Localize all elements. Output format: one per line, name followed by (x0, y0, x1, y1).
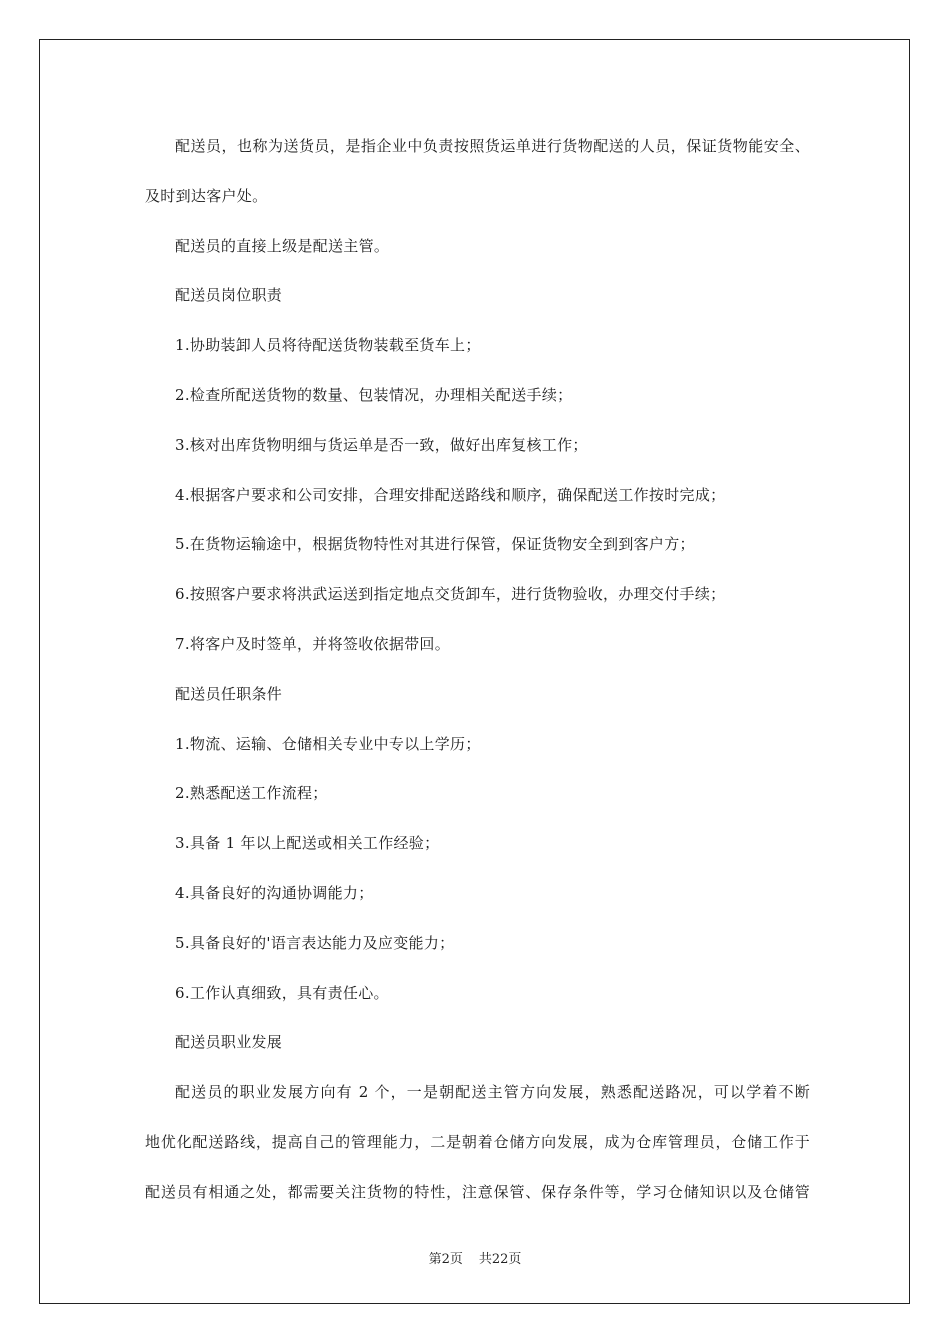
text-line: 5.具备良好的'语言表达能力及应变能力； (175, 933, 455, 952)
text-line: 配送员的职业发展方向有 2 个，一是朝配送主管方向发展，熟悉配送路况，可以学着不断 (175, 1083, 810, 1102)
text-line: 配送员职业发展 (175, 1033, 283, 1052)
page-total: 共22页 (478, 1252, 522, 1267)
text-line: 地优化配送路线，提高自己的管理能力，二是朝着仓储方向发展，成为仓库管理员，仓储工作于 (145, 1132, 810, 1151)
text-line: 5.在货物运输途中，根据货物特性对其进行保管，保证货物安全到到客户方； (175, 535, 695, 554)
text-line: 1.物流、运输、仓储相关专业中专以上学历； (175, 734, 481, 753)
document-body (145, 122, 810, 1218)
text-line: 1.协助装卸人员将待配送货物装载至货车上； (175, 336, 481, 355)
page-footer (0, 1248, 950, 1267)
text-line: 4.具备良好的沟通协调能力； (175, 883, 374, 902)
text-line: 配送员任职条件 (175, 684, 283, 703)
text-line: 配送员，也称为送货员，是指企业中负责按照货运单进行货物配送的人员，保证货物能安全、 (175, 137, 810, 155)
text-line: 4.根据客户要求和公司安排，合理安排配送路线和顺序，确保配送工作按时完成； (175, 485, 726, 504)
text-line: 及时到达客户处。 (145, 186, 268, 205)
text-line: 配送员岗位职责 (175, 286, 283, 305)
text-line: 2.熟悉配送工作流程； (175, 784, 328, 803)
page-number: 第2页 (428, 1252, 463, 1267)
text-line: 3.具备 1 年以上配送或相关工作经验； (175, 834, 440, 853)
text-line: 2.检查所配送货物的数量、包装情况，办理相关配送手续； (175, 385, 573, 404)
text-line: 3.核对出库货物明细与货运单是否一致，做好出库复核工作； (175, 435, 588, 454)
text-line: 配送员的直接上级是配送主管。 (175, 236, 390, 255)
text-line: 6.按照客户要求将洪武运送到指定地点交货卸车，进行货物验收，办理交付手续； (175, 585, 726, 604)
text-line: 6.工作认真细致，具有责任心。 (175, 983, 389, 1002)
text-line: 7.将客户及时签单，并将签收依据带回。 (175, 634, 451, 653)
text-line: 配送员有相通之处，都需要关注货物的特性，注意保管、保存条件等，学习仓储知识以及仓储管 (145, 1182, 810, 1201)
